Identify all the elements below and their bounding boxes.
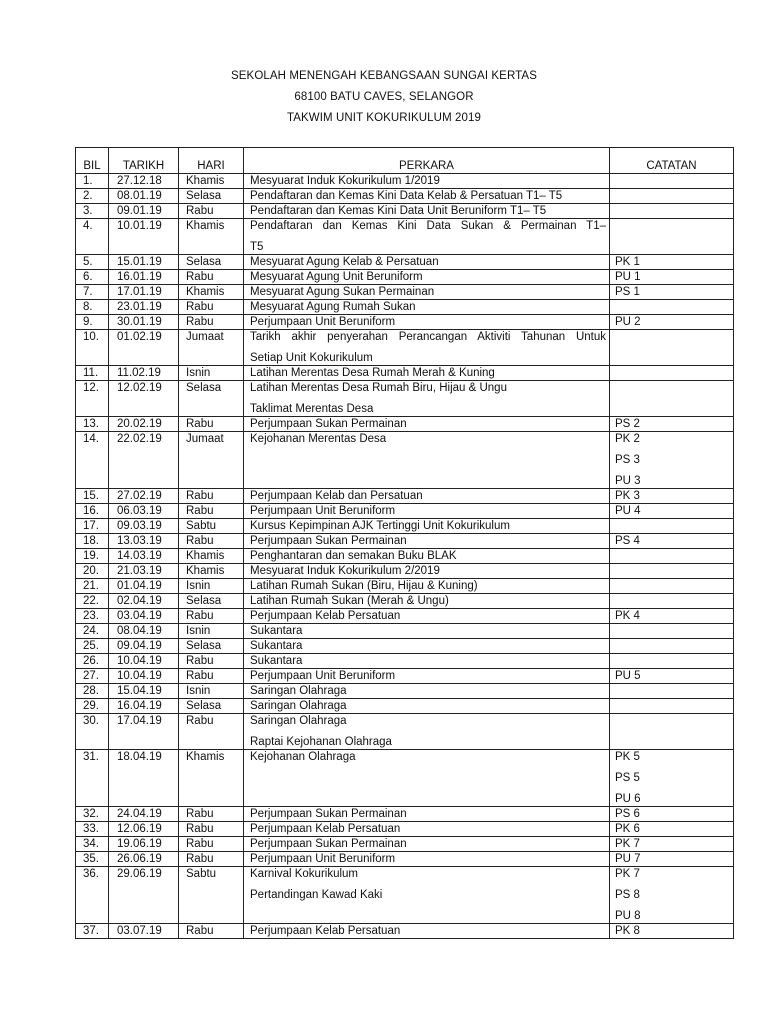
perkara-line: Mesyuarat Agung Sukan Permainan — [250, 286, 435, 298]
row-perkara — [244, 624, 610, 639]
row-perkara — [244, 285, 610, 300]
row-tarikh: 27.02.19 — [109, 489, 179, 504]
catatan-code: PS 3 — [615, 454, 640, 466]
table-row — [76, 714, 734, 750]
row-perkara — [244, 837, 610, 852]
catatan-code: PK 5 — [615, 751, 640, 763]
row-hari: Selasa — [179, 189, 244, 204]
row-tarikh: 11.02.19 — [109, 366, 179, 381]
row-perkara — [244, 669, 610, 684]
perkara-line: Pendaftaran dan Kemas Kini Data Kelab & Persatuan T1– T5 — [250, 190, 563, 202]
row-perkara — [244, 381, 610, 417]
row-hari: Rabu — [179, 822, 244, 837]
row-perkara — [244, 750, 610, 807]
row-tarikh: 30.01.19 — [109, 315, 179, 330]
row-perkara — [244, 564, 610, 579]
row-perkara — [244, 852, 610, 867]
table-row — [76, 315, 734, 330]
row-perkara — [244, 867, 610, 924]
perkara-line: Latihan Rumah Sukan (Biru, Hijau & Kuning) — [250, 580, 478, 592]
catatan-code: PS 4 — [615, 535, 640, 547]
table-row — [76, 204, 734, 219]
row-hari: Selasa — [179, 639, 244, 654]
row-catatan — [610, 750, 734, 807]
row-bil: 3. — [76, 204, 109, 219]
table-row — [76, 654, 734, 669]
row-hari: Khamis — [179, 549, 244, 564]
table-row — [76, 366, 734, 381]
row-catatan — [610, 609, 734, 624]
row-catatan — [610, 519, 734, 534]
table-row — [76, 270, 734, 285]
row-hari: Isnin — [179, 366, 244, 381]
perkara-line: Taklimat Merentas Desa — [250, 403, 374, 415]
row-tarikh: 02.04.19 — [109, 594, 179, 609]
catatan-code: PS 5 — [615, 772, 640, 784]
row-catatan — [610, 564, 734, 579]
row-perkara — [244, 315, 610, 330]
perkara-line: Latihan Merentas Desa Rumah Merah & Kuning — [250, 367, 495, 379]
table-row — [76, 699, 734, 714]
row-bil: 9. — [76, 315, 109, 330]
table-row — [76, 579, 734, 594]
row-catatan — [610, 366, 734, 381]
row-catatan — [610, 174, 734, 189]
row-hari: Khamis — [179, 750, 244, 807]
row-bil: 15. — [76, 489, 109, 504]
row-catatan — [610, 489, 734, 504]
perkara-line: Mesyuarat Agung Kelab & Persatuan — [250, 256, 439, 268]
catatan-code: PK 1 — [615, 256, 640, 268]
perkara-line: Karnival Kokurikulum — [250, 868, 359, 880]
perkara-line: Pendaftaran dan Kemas Kini Data Unit Beruniform T1– T5 — [250, 205, 547, 217]
row-perkara — [244, 519, 610, 534]
row-tarikh: 26.06.19 — [109, 852, 179, 867]
row-hari: Jumaat — [179, 330, 244, 366]
table-row — [76, 750, 734, 807]
table-row — [76, 609, 734, 624]
row-catatan — [610, 189, 734, 204]
row-tarikh: 18.04.19 — [109, 750, 179, 807]
table-row — [76, 432, 734, 489]
catatan-code: PK 3 — [615, 490, 640, 502]
row-hari: Khamis — [179, 219, 244, 255]
row-tarikh: 17.04.19 — [109, 714, 179, 750]
row-bil: 25. — [76, 639, 109, 654]
perkara-line: Perjumpaan Unit Beruniform — [250, 505, 396, 517]
row-bil: 36. — [76, 867, 109, 924]
row-bil: 12. — [76, 381, 109, 417]
table-row — [76, 219, 734, 255]
row-hari: Rabu — [179, 300, 244, 315]
row-perkara — [244, 174, 610, 189]
catatan-code: PS 1 — [615, 286, 640, 298]
catatan-code: PU 7 — [615, 853, 641, 865]
row-perkara — [244, 189, 610, 204]
row-tarikh: 17.01.19 — [109, 285, 179, 300]
row-bil: 4. — [76, 219, 109, 255]
perkara-line: Perjumpaan Kelab Persatuan — [250, 610, 401, 622]
row-hari: Rabu — [179, 924, 244, 939]
row-catatan — [610, 807, 734, 822]
row-hari: Jumaat — [179, 432, 244, 489]
row-tarikh: 12.02.19 — [109, 381, 179, 417]
row-catatan — [610, 654, 734, 669]
row-perkara — [244, 204, 610, 219]
row-hari: Selasa — [179, 699, 244, 714]
row-tarikh: 27.12.18 — [109, 174, 179, 189]
row-perkara — [244, 534, 610, 549]
table-row — [76, 330, 734, 366]
table-row — [76, 684, 734, 699]
table-row — [76, 174, 734, 189]
row-perkara — [244, 924, 610, 939]
row-tarikh: 14.03.19 — [109, 549, 179, 564]
row-catatan — [610, 639, 734, 654]
row-perkara — [244, 366, 610, 381]
table-row — [76, 255, 734, 270]
row-catatan — [610, 504, 734, 519]
row-tarikh: 15.01.19 — [109, 255, 179, 270]
perkara-line: Mesyuarat Induk Kokurikulum 2/2019 — [250, 565, 440, 577]
row-catatan — [610, 579, 734, 594]
perkara-line: Perjumpaan Unit Beruniform — [250, 853, 396, 865]
takwim-table — [75, 147, 734, 939]
row-perkara — [244, 654, 610, 669]
perkara-line: Pendaftaran dan Kemas Kini Data Sukan & Permainan T1– — [250, 220, 606, 232]
row-hari: Rabu — [179, 315, 244, 330]
row-perkara — [244, 504, 610, 519]
row-hari: Sabtu — [179, 519, 244, 534]
row-perkara — [244, 807, 610, 822]
catatan-code: PU 3 — [615, 475, 641, 487]
row-bil: 23. — [76, 609, 109, 624]
school-name: SEKOLAH MENENGAH KEBANGSAAN SUNGAI KERTAS — [231, 70, 537, 82]
row-hari: Selasa — [179, 381, 244, 417]
row-catatan — [610, 822, 734, 837]
row-perkara — [244, 417, 610, 432]
perkara-line: T5 — [250, 241, 264, 253]
document-title: TAKWIM UNIT KOKURIKULUM 2019 — [286, 112, 482, 124]
row-perkara — [244, 549, 610, 564]
row-bil: 5. — [76, 255, 109, 270]
row-hari: Isnin — [179, 624, 244, 639]
perkara-line: Saringan Olahraga — [250, 700, 347, 712]
row-hari: Rabu — [179, 534, 244, 549]
row-catatan — [610, 534, 734, 549]
row-tarikh: 19.06.19 — [109, 837, 179, 852]
perkara-line: Saringan Olahraga — [250, 715, 347, 727]
table-row — [76, 867, 734, 924]
catatan-code: PK 7 — [615, 868, 640, 880]
table-header-row — [76, 148, 734, 174]
row-hari: Khamis — [179, 285, 244, 300]
table-row — [76, 381, 734, 417]
row-catatan — [610, 432, 734, 489]
row-tarikh: 01.04.19 — [109, 579, 179, 594]
table-row — [76, 489, 734, 504]
catatan-code: PU 1 — [615, 271, 641, 283]
row-bil: 30. — [76, 714, 109, 750]
row-hari: Selasa — [179, 255, 244, 270]
perkara-line: Tarikh akhir penyerahan Perancangan Aktiviti Tahunan Untuk — [250, 331, 606, 343]
perkara-line: Mesyuarat Induk Kokurikulum 1/2019 — [250, 175, 440, 187]
row-bil: 1. — [76, 174, 109, 189]
row-catatan — [610, 699, 734, 714]
perkara-line: Setiap Unit Kokurikulum — [250, 352, 373, 364]
row-hari: Rabu — [179, 654, 244, 669]
row-bil: 8. — [76, 300, 109, 315]
row-hari: Rabu — [179, 204, 244, 219]
row-bil: 18. — [76, 534, 109, 549]
row-catatan — [610, 381, 734, 417]
row-hari: Isnin — [179, 579, 244, 594]
table-row — [76, 189, 734, 204]
catatan-code: PK 7 — [615, 838, 640, 850]
row-bil: 21. — [76, 579, 109, 594]
row-bil: 29. — [76, 699, 109, 714]
perkara-line: Perjumpaan Unit Beruniform — [250, 316, 396, 328]
row-catatan — [610, 255, 734, 270]
perkara-line: Perjumpaan Sukan Permainan — [250, 808, 407, 820]
row-catatan — [610, 330, 734, 366]
catatan-code: PU 5 — [615, 670, 641, 682]
table-row — [76, 549, 734, 564]
row-tarikh: 10.01.19 — [109, 219, 179, 255]
document-header — [0, 66, 768, 129]
table-row — [76, 624, 734, 639]
row-bil: 37. — [76, 924, 109, 939]
row-hari: Rabu — [179, 837, 244, 852]
row-perkara — [244, 714, 610, 750]
table-row — [76, 519, 734, 534]
table-row — [76, 837, 734, 852]
row-tarikh: 08.01.19 — [109, 189, 179, 204]
school-address: 68100 BATU CAVES, SELANGOR — [294, 91, 474, 103]
table-row — [76, 504, 734, 519]
catatan-code: PU 4 — [615, 505, 641, 517]
row-perkara — [244, 594, 610, 609]
table-row — [76, 534, 734, 549]
row-catatan — [610, 684, 734, 699]
perkara-line: Sukantara — [250, 625, 303, 637]
column-header-bil: BIL — [76, 148, 109, 174]
catatan-code: PK 4 — [615, 610, 640, 622]
row-tarikh: 03.04.19 — [109, 609, 179, 624]
row-perkara — [244, 639, 610, 654]
perkara-line: Perjumpaan Kelab Persatuan — [250, 925, 401, 937]
row-tarikh: 24.04.19 — [109, 807, 179, 822]
perkara-line: Sukantara — [250, 640, 303, 652]
row-perkara — [244, 330, 610, 366]
row-tarikh: 23.01.19 — [109, 300, 179, 315]
row-bil: 20. — [76, 564, 109, 579]
catatan-code: PK 8 — [615, 925, 640, 937]
row-bil: 35. — [76, 852, 109, 867]
column-header-tarikh: TARIKH — [109, 148, 179, 174]
row-tarikh: 16.04.19 — [109, 699, 179, 714]
row-tarikh: 01.02.19 — [109, 330, 179, 366]
table-row — [76, 564, 734, 579]
perkara-line: Latihan Rumah Sukan (Merah & Ungu) — [250, 595, 449, 607]
row-tarikh: 20.02.19 — [109, 417, 179, 432]
row-perkara — [244, 822, 610, 837]
column-header-catatan: CATATAN — [610, 148, 734, 174]
row-hari: Rabu — [179, 852, 244, 867]
catatan-code: PK 2 — [615, 433, 640, 445]
row-catatan — [610, 837, 734, 852]
row-perkara — [244, 684, 610, 699]
row-hari: Rabu — [179, 669, 244, 684]
column-header-hari: HARI — [179, 148, 244, 174]
perkara-line: Mesyuarat Agung Unit Beruniform — [250, 271, 423, 283]
perkara-line: Kejohanan Merentas Desa — [250, 433, 387, 445]
catatan-code: PU 8 — [615, 910, 641, 922]
table-row — [76, 639, 734, 654]
row-bil: 31. — [76, 750, 109, 807]
perkara-line: Pertandingan Kawad Kaki — [250, 889, 383, 901]
row-bil: 32. — [76, 807, 109, 822]
row-perkara — [244, 579, 610, 594]
row-bil: 16. — [76, 504, 109, 519]
catatan-code: PK 6 — [615, 823, 640, 835]
row-catatan — [610, 852, 734, 867]
row-catatan — [610, 315, 734, 330]
row-hari: Sabtu — [179, 867, 244, 924]
row-tarikh: 16.01.19 — [109, 270, 179, 285]
row-tarikh: 10.04.19 — [109, 654, 179, 669]
row-perkara — [244, 219, 610, 255]
row-catatan — [610, 594, 734, 609]
perkara-line: Latihan Merentas Desa Rumah Biru, Hijau & Ungu — [250, 382, 507, 394]
row-hari: Rabu — [179, 807, 244, 822]
row-tarikh: 29.06.19 — [109, 867, 179, 924]
row-perkara — [244, 300, 610, 315]
perkara-line: Perjumpaan Kelab Persatuan — [250, 823, 401, 835]
catatan-code: PS 6 — [615, 808, 640, 820]
catatan-code: PS 8 — [615, 889, 640, 901]
table-row — [76, 417, 734, 432]
row-tarikh: 10.04.19 — [109, 669, 179, 684]
row-perkara — [244, 255, 610, 270]
row-bil: 10. — [76, 330, 109, 366]
row-catatan — [610, 624, 734, 639]
perkara-line: Perjumpaan Sukan Permainan — [250, 535, 407, 547]
row-perkara — [244, 270, 610, 285]
row-tarikh: 15.04.19 — [109, 684, 179, 699]
table-row — [76, 822, 734, 837]
table-row — [76, 285, 734, 300]
row-bil: 28. — [76, 684, 109, 699]
row-tarikh: 03.07.19 — [109, 924, 179, 939]
row-bil: 34. — [76, 837, 109, 852]
row-catatan — [610, 714, 734, 750]
row-bil: 13. — [76, 417, 109, 432]
row-tarikh: 12.06.19 — [109, 822, 179, 837]
row-catatan — [610, 270, 734, 285]
table-row — [76, 924, 734, 939]
perkara-line: Perjumpaan Sukan Permainan — [250, 838, 407, 850]
row-tarikh: 09.03.19 — [109, 519, 179, 534]
row-bil: 17. — [76, 519, 109, 534]
row-bil: 33. — [76, 822, 109, 837]
row-tarikh: 08.04.19 — [109, 624, 179, 639]
row-catatan — [610, 549, 734, 564]
row-bil: 14. — [76, 432, 109, 489]
catatan-code: PU 6 — [615, 793, 641, 805]
row-bil: 2. — [76, 189, 109, 204]
row-catatan — [610, 669, 734, 684]
row-bil: 22. — [76, 594, 109, 609]
row-tarikh: 09.01.19 — [109, 204, 179, 219]
row-hari: Rabu — [179, 417, 244, 432]
perkara-line: Penghantaran dan semakan Buku BLAK — [250, 550, 457, 562]
table-row — [76, 807, 734, 822]
row-hari: Khamis — [179, 174, 244, 189]
perkara-line: Mesyuarat Agung Rumah Sukan — [250, 301, 416, 313]
perkara-line: Perjumpaan Kelab dan Persatuan — [250, 490, 423, 502]
row-hari: Isnin — [179, 684, 244, 699]
row-tarikh: 21.03.19 — [109, 564, 179, 579]
row-catatan — [610, 867, 734, 924]
row-hari: Rabu — [179, 609, 244, 624]
row-perkara — [244, 432, 610, 489]
row-bil: 24. — [76, 624, 109, 639]
row-hari: Khamis — [179, 564, 244, 579]
row-bil: 26. — [76, 654, 109, 669]
row-hari: Rabu — [179, 504, 244, 519]
table-row — [76, 594, 734, 609]
row-catatan — [610, 924, 734, 939]
table-row — [76, 669, 734, 684]
row-catatan — [610, 417, 734, 432]
row-hari: Selasa — [179, 594, 244, 609]
perkara-line: Saringan Olahraga — [250, 685, 347, 697]
row-perkara — [244, 489, 610, 504]
row-tarikh: 09.04.19 — [109, 639, 179, 654]
table-row — [76, 300, 734, 315]
catatan-code: PU 2 — [615, 316, 641, 328]
row-tarikh: 22.02.19 — [109, 432, 179, 489]
perkara-line: Raptai Kejohanan Olahraga — [250, 736, 392, 748]
row-catatan — [610, 219, 734, 255]
row-bil: 11. — [76, 366, 109, 381]
row-tarikh: 06.03.19 — [109, 504, 179, 519]
perkara-line: Sukantara — [250, 655, 303, 667]
row-bil: 7. — [76, 285, 109, 300]
row-bil: 6. — [76, 270, 109, 285]
row-hari: Rabu — [179, 270, 244, 285]
row-bil: 27. — [76, 669, 109, 684]
perkara-line: Kejohanan Olahraga — [250, 751, 356, 763]
perkara-line: Kursus Kepimpinan AJK Tertinggi Unit Kokurikulum — [250, 520, 510, 532]
row-hari: Rabu — [179, 714, 244, 750]
row-bil: 19. — [76, 549, 109, 564]
perkara-line: Perjumpaan Unit Beruniform — [250, 670, 396, 682]
row-catatan — [610, 285, 734, 300]
row-catatan — [610, 204, 734, 219]
row-catatan — [610, 300, 734, 315]
row-tarikh: 13.03.19 — [109, 534, 179, 549]
catatan-code: PS 2 — [615, 418, 640, 430]
row-hari: Rabu — [179, 489, 244, 504]
row-perkara — [244, 609, 610, 624]
row-perkara — [244, 699, 610, 714]
table-row — [76, 852, 734, 867]
column-header-perkara: PERKARA — [244, 148, 610, 174]
perkara-line: Perjumpaan Sukan Permainan — [250, 418, 407, 430]
